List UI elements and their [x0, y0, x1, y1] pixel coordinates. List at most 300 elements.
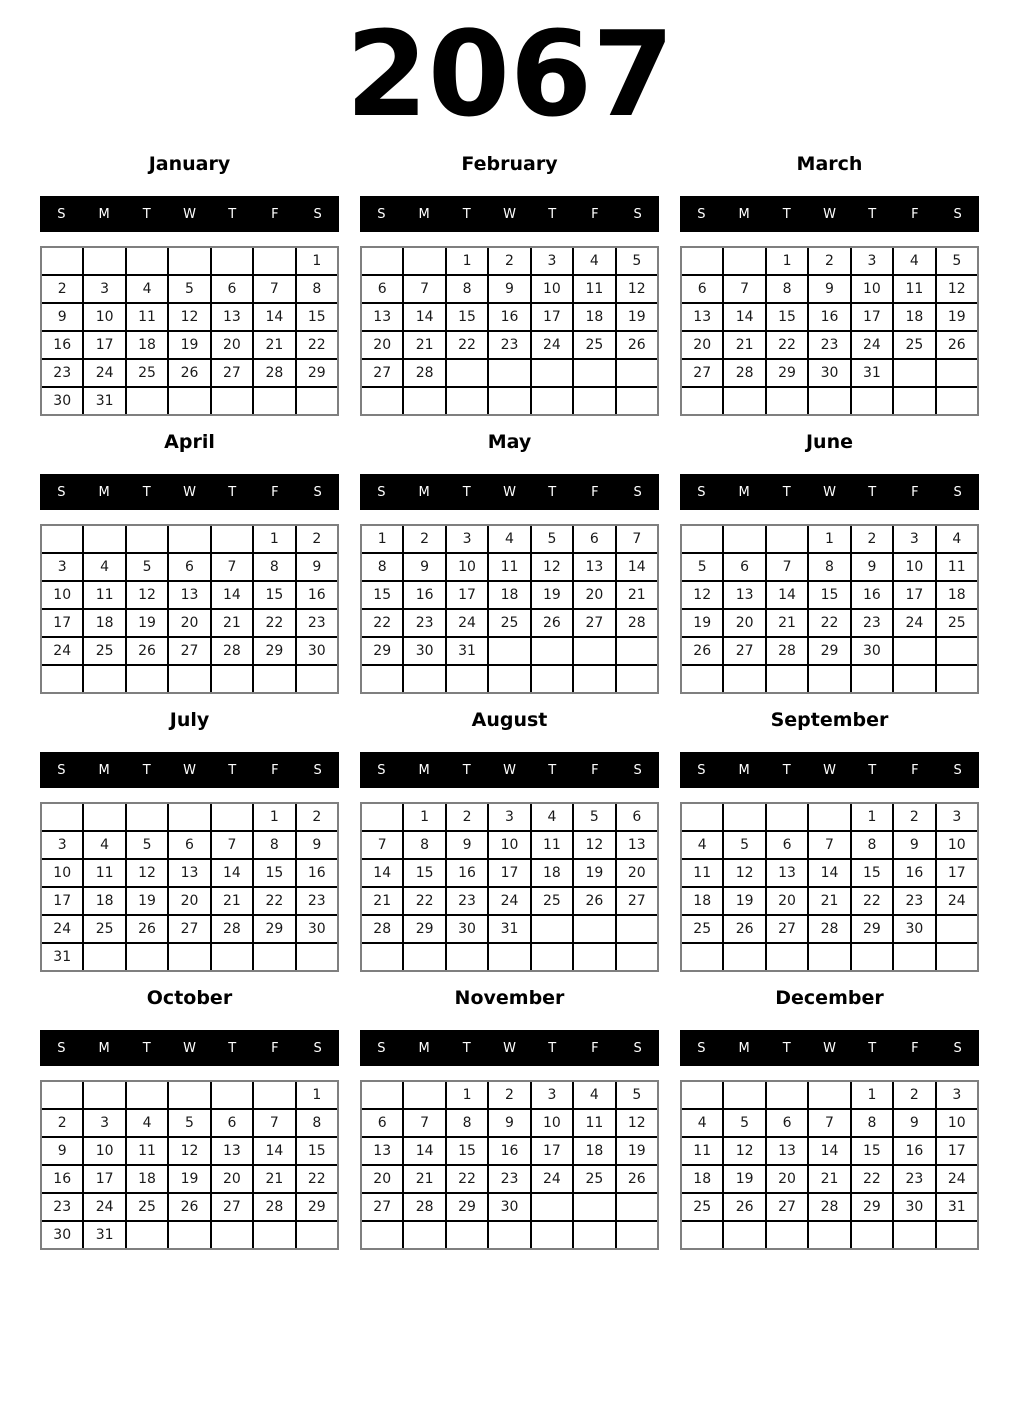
date-cell: 14 — [254, 1138, 294, 1164]
empty-date-cell — [212, 1222, 252, 1248]
date-cell: 12 — [937, 276, 977, 302]
weekday-header — [40, 1030, 339, 1066]
date-cell: 18 — [937, 582, 977, 608]
month-block — [680, 706, 979, 972]
date-cell: 12 — [724, 1138, 764, 1164]
date-cell: 4 — [127, 1110, 167, 1136]
empty-date-cell — [447, 666, 487, 692]
weekday-label: S — [57, 206, 66, 222]
date-cell: 17 — [852, 304, 892, 330]
empty-date-cell — [212, 944, 252, 970]
date-cell: 1 — [447, 248, 487, 274]
date-cell: 19 — [169, 1166, 209, 1192]
empty-date-cell — [894, 388, 934, 414]
month-title: March — [796, 153, 863, 175]
date-cell: 19 — [127, 610, 167, 636]
date-grid — [40, 246, 339, 416]
weekday-label: W — [503, 1040, 516, 1056]
date-cell: 3 — [42, 832, 82, 858]
date-cell: 18 — [84, 888, 124, 914]
empty-date-cell — [937, 916, 977, 942]
empty-date-cell — [42, 248, 82, 274]
weekday-label: M — [418, 762, 430, 778]
empty-date-cell — [937, 666, 977, 692]
date-cell: 1 — [362, 526, 402, 552]
date-cell: 29 — [254, 916, 294, 942]
empty-date-cell — [532, 916, 572, 942]
date-cell: 15 — [852, 1138, 892, 1164]
empty-date-cell — [682, 1082, 722, 1108]
date-cell: 31 — [489, 916, 529, 942]
date-cell: 18 — [574, 304, 614, 330]
month-title: July — [169, 709, 210, 731]
date-cell: 6 — [169, 554, 209, 580]
date-cell: 12 — [617, 276, 657, 302]
date-cell: 12 — [169, 304, 209, 330]
month-block — [40, 706, 339, 972]
empty-date-cell — [169, 666, 209, 692]
empty-date-cell — [362, 1222, 402, 1248]
date-cell: 16 — [297, 860, 337, 886]
date-cell: 9 — [297, 832, 337, 858]
empty-date-cell — [809, 944, 849, 970]
date-cell: 3 — [532, 1082, 572, 1108]
weekday-label: M — [738, 484, 750, 500]
empty-date-cell — [447, 944, 487, 970]
weekday-label: F — [271, 762, 279, 778]
empty-date-cell — [489, 360, 529, 386]
month-block — [360, 706, 659, 972]
date-cell: 4 — [532, 804, 572, 830]
date-cell: 27 — [767, 1194, 807, 1220]
date-cell: 12 — [617, 1110, 657, 1136]
date-cell: 12 — [724, 860, 764, 886]
date-cell: 24 — [447, 610, 487, 636]
date-cell: 4 — [489, 526, 529, 552]
empty-date-cell — [404, 666, 444, 692]
date-cell: 11 — [84, 860, 124, 886]
empty-date-cell — [724, 944, 764, 970]
empty-date-cell — [767, 526, 807, 552]
empty-date-cell — [84, 666, 124, 692]
weekday-label: T — [142, 762, 151, 778]
empty-date-cell — [362, 1082, 402, 1108]
date-cell: 4 — [682, 832, 722, 858]
date-cell: 1 — [852, 804, 892, 830]
empty-date-cell — [852, 388, 892, 414]
weekday-label: S — [313, 206, 322, 222]
date-cell: 5 — [169, 276, 209, 302]
weekday-label: T — [462, 762, 471, 778]
empty-date-cell — [404, 388, 444, 414]
date-cell: 28 — [254, 1194, 294, 1220]
date-cell: 2 — [489, 1082, 529, 1108]
weekday-label: S — [377, 1040, 386, 1056]
date-cell: 21 — [254, 1166, 294, 1192]
date-cell: 1 — [404, 804, 444, 830]
weekday-label: S — [953, 484, 962, 500]
date-cell: 15 — [447, 1138, 487, 1164]
weekday-header — [40, 474, 339, 510]
date-cell: 14 — [617, 554, 657, 580]
date-cell: 1 — [297, 1082, 337, 1108]
date-cell: 16 — [489, 304, 529, 330]
date-cell: 19 — [617, 1138, 657, 1164]
empty-date-cell — [297, 944, 337, 970]
empty-date-cell — [852, 666, 892, 692]
date-cell: 11 — [84, 582, 124, 608]
date-cell: 7 — [404, 1110, 444, 1136]
date-cell: 18 — [532, 860, 572, 886]
weekday-label: T — [782, 484, 791, 500]
date-cell: 11 — [127, 304, 167, 330]
weekday-label: W — [823, 206, 836, 222]
month-title: November — [454, 987, 565, 1009]
month-title: August — [471, 709, 548, 731]
date-cell: 6 — [169, 832, 209, 858]
date-cell: 7 — [617, 526, 657, 552]
date-cell: 2 — [297, 526, 337, 552]
date-cell: 7 — [212, 832, 252, 858]
empty-date-cell — [362, 666, 402, 692]
date-cell: 15 — [254, 582, 294, 608]
date-cell: 16 — [42, 1166, 82, 1192]
date-cell: 17 — [84, 1166, 124, 1192]
weekday-label: T — [228, 206, 237, 222]
date-cell: 24 — [84, 360, 124, 386]
empty-date-cell — [532, 1194, 572, 1220]
weekday-label: T — [228, 484, 237, 500]
date-cell: 5 — [127, 832, 167, 858]
date-cell: 4 — [574, 1082, 614, 1108]
date-cell: 29 — [852, 916, 892, 942]
date-cell: 29 — [809, 638, 849, 664]
empty-date-cell — [767, 1082, 807, 1108]
empty-date-cell — [767, 804, 807, 830]
date-cell: 29 — [297, 1194, 337, 1220]
weekday-label: T — [868, 762, 877, 778]
weekday-label: M — [98, 206, 110, 222]
date-cell: 19 — [532, 582, 572, 608]
empty-date-cell — [617, 638, 657, 664]
empty-date-cell — [362, 388, 402, 414]
date-cell: 2 — [404, 526, 444, 552]
date-cell: 20 — [169, 610, 209, 636]
date-cell: 16 — [852, 582, 892, 608]
empty-date-cell — [532, 1222, 572, 1248]
weekday-label: S — [313, 1040, 322, 1056]
date-cell: 4 — [127, 276, 167, 302]
date-cell: 23 — [894, 1166, 934, 1192]
date-cell: 5 — [574, 804, 614, 830]
date-cell: 3 — [532, 248, 572, 274]
empty-date-cell — [574, 388, 614, 414]
empty-date-cell — [937, 944, 977, 970]
date-cell: 5 — [532, 526, 572, 552]
empty-date-cell — [617, 916, 657, 942]
date-cell: 21 — [362, 888, 402, 914]
date-cell: 22 — [852, 1166, 892, 1192]
date-cell: 18 — [682, 1166, 722, 1192]
date-cell: 8 — [404, 832, 444, 858]
date-cell: 11 — [682, 860, 722, 886]
date-cell: 14 — [724, 304, 764, 330]
date-cell: 23 — [297, 610, 337, 636]
date-cell: 9 — [297, 554, 337, 580]
date-cell: 19 — [127, 888, 167, 914]
date-cell: 11 — [894, 276, 934, 302]
date-cell: 21 — [767, 610, 807, 636]
empty-date-cell — [447, 388, 487, 414]
month-block — [680, 150, 979, 416]
date-cell: 3 — [937, 1082, 977, 1108]
empty-date-cell — [894, 360, 934, 386]
empty-date-cell — [937, 360, 977, 386]
date-cell: 22 — [404, 888, 444, 914]
date-cell: 15 — [447, 304, 487, 330]
date-cell: 10 — [84, 1138, 124, 1164]
date-cell: 5 — [127, 554, 167, 580]
weekday-header — [40, 196, 339, 232]
date-cell: 16 — [297, 582, 337, 608]
empty-date-cell — [682, 944, 722, 970]
empty-date-cell — [489, 388, 529, 414]
empty-date-cell — [297, 388, 337, 414]
date-cell: 27 — [169, 638, 209, 664]
date-cell: 18 — [682, 888, 722, 914]
date-cell: 4 — [574, 248, 614, 274]
month-block — [680, 428, 979, 694]
date-cell: 9 — [404, 554, 444, 580]
date-cell: 7 — [809, 832, 849, 858]
date-cell: 29 — [362, 638, 402, 664]
month-title: April — [164, 431, 215, 453]
date-cell: 14 — [809, 860, 849, 886]
date-cell: 21 — [404, 1166, 444, 1192]
date-cell: 23 — [489, 1166, 529, 1192]
date-cell: 17 — [42, 610, 82, 636]
months-grid — [0, 150, 1020, 1250]
date-cell: 23 — [404, 610, 444, 636]
empty-date-cell — [254, 388, 294, 414]
date-cell: 31 — [852, 360, 892, 386]
date-cell: 16 — [894, 860, 934, 886]
date-cell: 26 — [682, 638, 722, 664]
date-cell: 8 — [852, 832, 892, 858]
weekday-label: W — [183, 206, 196, 222]
weekday-label: S — [377, 206, 386, 222]
empty-date-cell — [254, 666, 294, 692]
date-cell: 15 — [297, 1138, 337, 1164]
date-cell: 22 — [297, 1166, 337, 1192]
date-cell: 4 — [84, 554, 124, 580]
month-block — [360, 984, 659, 1250]
date-cell: 22 — [254, 888, 294, 914]
date-cell: 19 — [724, 1166, 764, 1192]
date-cell: 25 — [84, 638, 124, 664]
date-cell: 20 — [767, 888, 807, 914]
date-cell: 29 — [767, 360, 807, 386]
date-cell: 14 — [254, 304, 294, 330]
date-cell: 12 — [169, 1138, 209, 1164]
date-cell: 28 — [362, 916, 402, 942]
date-cell: 2 — [42, 276, 82, 302]
weekday-header — [680, 196, 979, 232]
weekday-label: W — [503, 484, 516, 500]
date-cell: 10 — [447, 554, 487, 580]
date-cell: 23 — [447, 888, 487, 914]
date-cell: 3 — [852, 248, 892, 274]
date-cell: 6 — [212, 1110, 252, 1136]
date-cell: 24 — [42, 916, 82, 942]
date-cell: 17 — [937, 1138, 977, 1164]
date-cell: 22 — [852, 888, 892, 914]
empty-date-cell — [404, 248, 444, 274]
date-cell: 8 — [447, 276, 487, 302]
empty-date-cell — [894, 944, 934, 970]
date-cell: 2 — [852, 526, 892, 552]
weekday-header — [360, 196, 659, 232]
date-cell: 15 — [852, 860, 892, 886]
weekday-label: M — [98, 484, 110, 500]
date-cell: 20 — [724, 610, 764, 636]
empty-date-cell — [617, 1194, 657, 1220]
date-grid — [680, 1080, 979, 1250]
date-cell: 30 — [894, 1194, 934, 1220]
empty-date-cell — [809, 388, 849, 414]
date-cell: 16 — [489, 1138, 529, 1164]
date-cell: 28 — [212, 638, 252, 664]
date-cell: 28 — [809, 916, 849, 942]
date-grid — [360, 1080, 659, 1250]
date-cell: 8 — [297, 1110, 337, 1136]
date-cell: 7 — [212, 554, 252, 580]
weekday-label: T — [462, 1040, 471, 1056]
empty-date-cell — [362, 248, 402, 274]
empty-date-cell — [617, 360, 657, 386]
empty-date-cell — [617, 666, 657, 692]
date-cell: 26 — [937, 332, 977, 358]
date-cell: 19 — [724, 888, 764, 914]
weekday-label: T — [228, 762, 237, 778]
date-cell: 23 — [489, 332, 529, 358]
empty-date-cell — [169, 804, 209, 830]
date-cell: 27 — [724, 638, 764, 664]
empty-date-cell — [169, 388, 209, 414]
date-cell: 11 — [127, 1138, 167, 1164]
date-cell: 24 — [937, 1166, 977, 1192]
date-cell: 26 — [617, 332, 657, 358]
date-cell: 27 — [212, 1194, 252, 1220]
date-cell: 2 — [894, 1082, 934, 1108]
date-cell: 26 — [532, 610, 572, 636]
empty-date-cell — [169, 1082, 209, 1108]
weekday-label: T — [782, 762, 791, 778]
weekday-label: T — [868, 206, 877, 222]
month-title: October — [146, 987, 233, 1009]
weekday-label: S — [633, 762, 642, 778]
date-cell: 9 — [447, 832, 487, 858]
date-cell: 25 — [127, 360, 167, 386]
date-cell: 6 — [362, 276, 402, 302]
date-cell: 9 — [809, 276, 849, 302]
date-cell: 27 — [169, 916, 209, 942]
weekday-label: S — [697, 484, 706, 500]
empty-date-cell — [682, 388, 722, 414]
date-cell: 9 — [489, 1110, 529, 1136]
date-cell: 25 — [489, 610, 529, 636]
date-cell: 11 — [682, 1138, 722, 1164]
weekday-label: M — [738, 206, 750, 222]
date-cell: 5 — [724, 832, 764, 858]
date-cell: 25 — [127, 1194, 167, 1220]
date-cell: 21 — [212, 888, 252, 914]
date-cell: 12 — [127, 582, 167, 608]
weekday-label: S — [633, 206, 642, 222]
date-cell: 13 — [212, 304, 252, 330]
date-cell: 3 — [84, 276, 124, 302]
empty-date-cell — [724, 248, 764, 274]
date-cell: 15 — [404, 860, 444, 886]
date-cell: 22 — [767, 332, 807, 358]
date-cell: 1 — [852, 1082, 892, 1108]
weekday-label: M — [98, 762, 110, 778]
date-cell: 13 — [767, 860, 807, 886]
date-cell: 23 — [42, 360, 82, 386]
date-cell: 2 — [809, 248, 849, 274]
date-cell: 17 — [937, 860, 977, 886]
date-cell: 12 — [532, 554, 572, 580]
empty-date-cell — [574, 1194, 614, 1220]
date-cell: 23 — [852, 610, 892, 636]
date-cell: 20 — [362, 1166, 402, 1192]
date-cell: 13 — [724, 582, 764, 608]
date-cell: 11 — [489, 554, 529, 580]
date-cell: 24 — [489, 888, 529, 914]
date-cell: 11 — [937, 554, 977, 580]
date-cell: 22 — [809, 610, 849, 636]
date-cell: 14 — [212, 582, 252, 608]
date-cell: 12 — [574, 832, 614, 858]
date-cell: 17 — [84, 332, 124, 358]
weekday-label: F — [591, 484, 599, 500]
date-cell: 19 — [682, 610, 722, 636]
empty-date-cell — [532, 638, 572, 664]
date-grid — [40, 802, 339, 972]
date-cell: 9 — [42, 1138, 82, 1164]
empty-date-cell — [724, 526, 764, 552]
date-cell: 18 — [894, 304, 934, 330]
date-cell: 25 — [574, 332, 614, 358]
date-cell: 13 — [617, 832, 657, 858]
date-cell: 24 — [84, 1194, 124, 1220]
date-grid — [360, 246, 659, 416]
weekday-label: W — [503, 206, 516, 222]
weekday-label: F — [271, 1040, 279, 1056]
empty-date-cell — [767, 388, 807, 414]
date-cell: 28 — [724, 360, 764, 386]
empty-date-cell — [532, 388, 572, 414]
date-cell: 5 — [617, 248, 657, 274]
weekday-label: M — [418, 206, 430, 222]
date-cell: 23 — [894, 888, 934, 914]
empty-date-cell — [297, 666, 337, 692]
date-cell: 18 — [127, 1166, 167, 1192]
date-cell: 17 — [447, 582, 487, 608]
date-cell: 20 — [682, 332, 722, 358]
date-cell: 28 — [809, 1194, 849, 1220]
weekday-label: S — [57, 1040, 66, 1056]
